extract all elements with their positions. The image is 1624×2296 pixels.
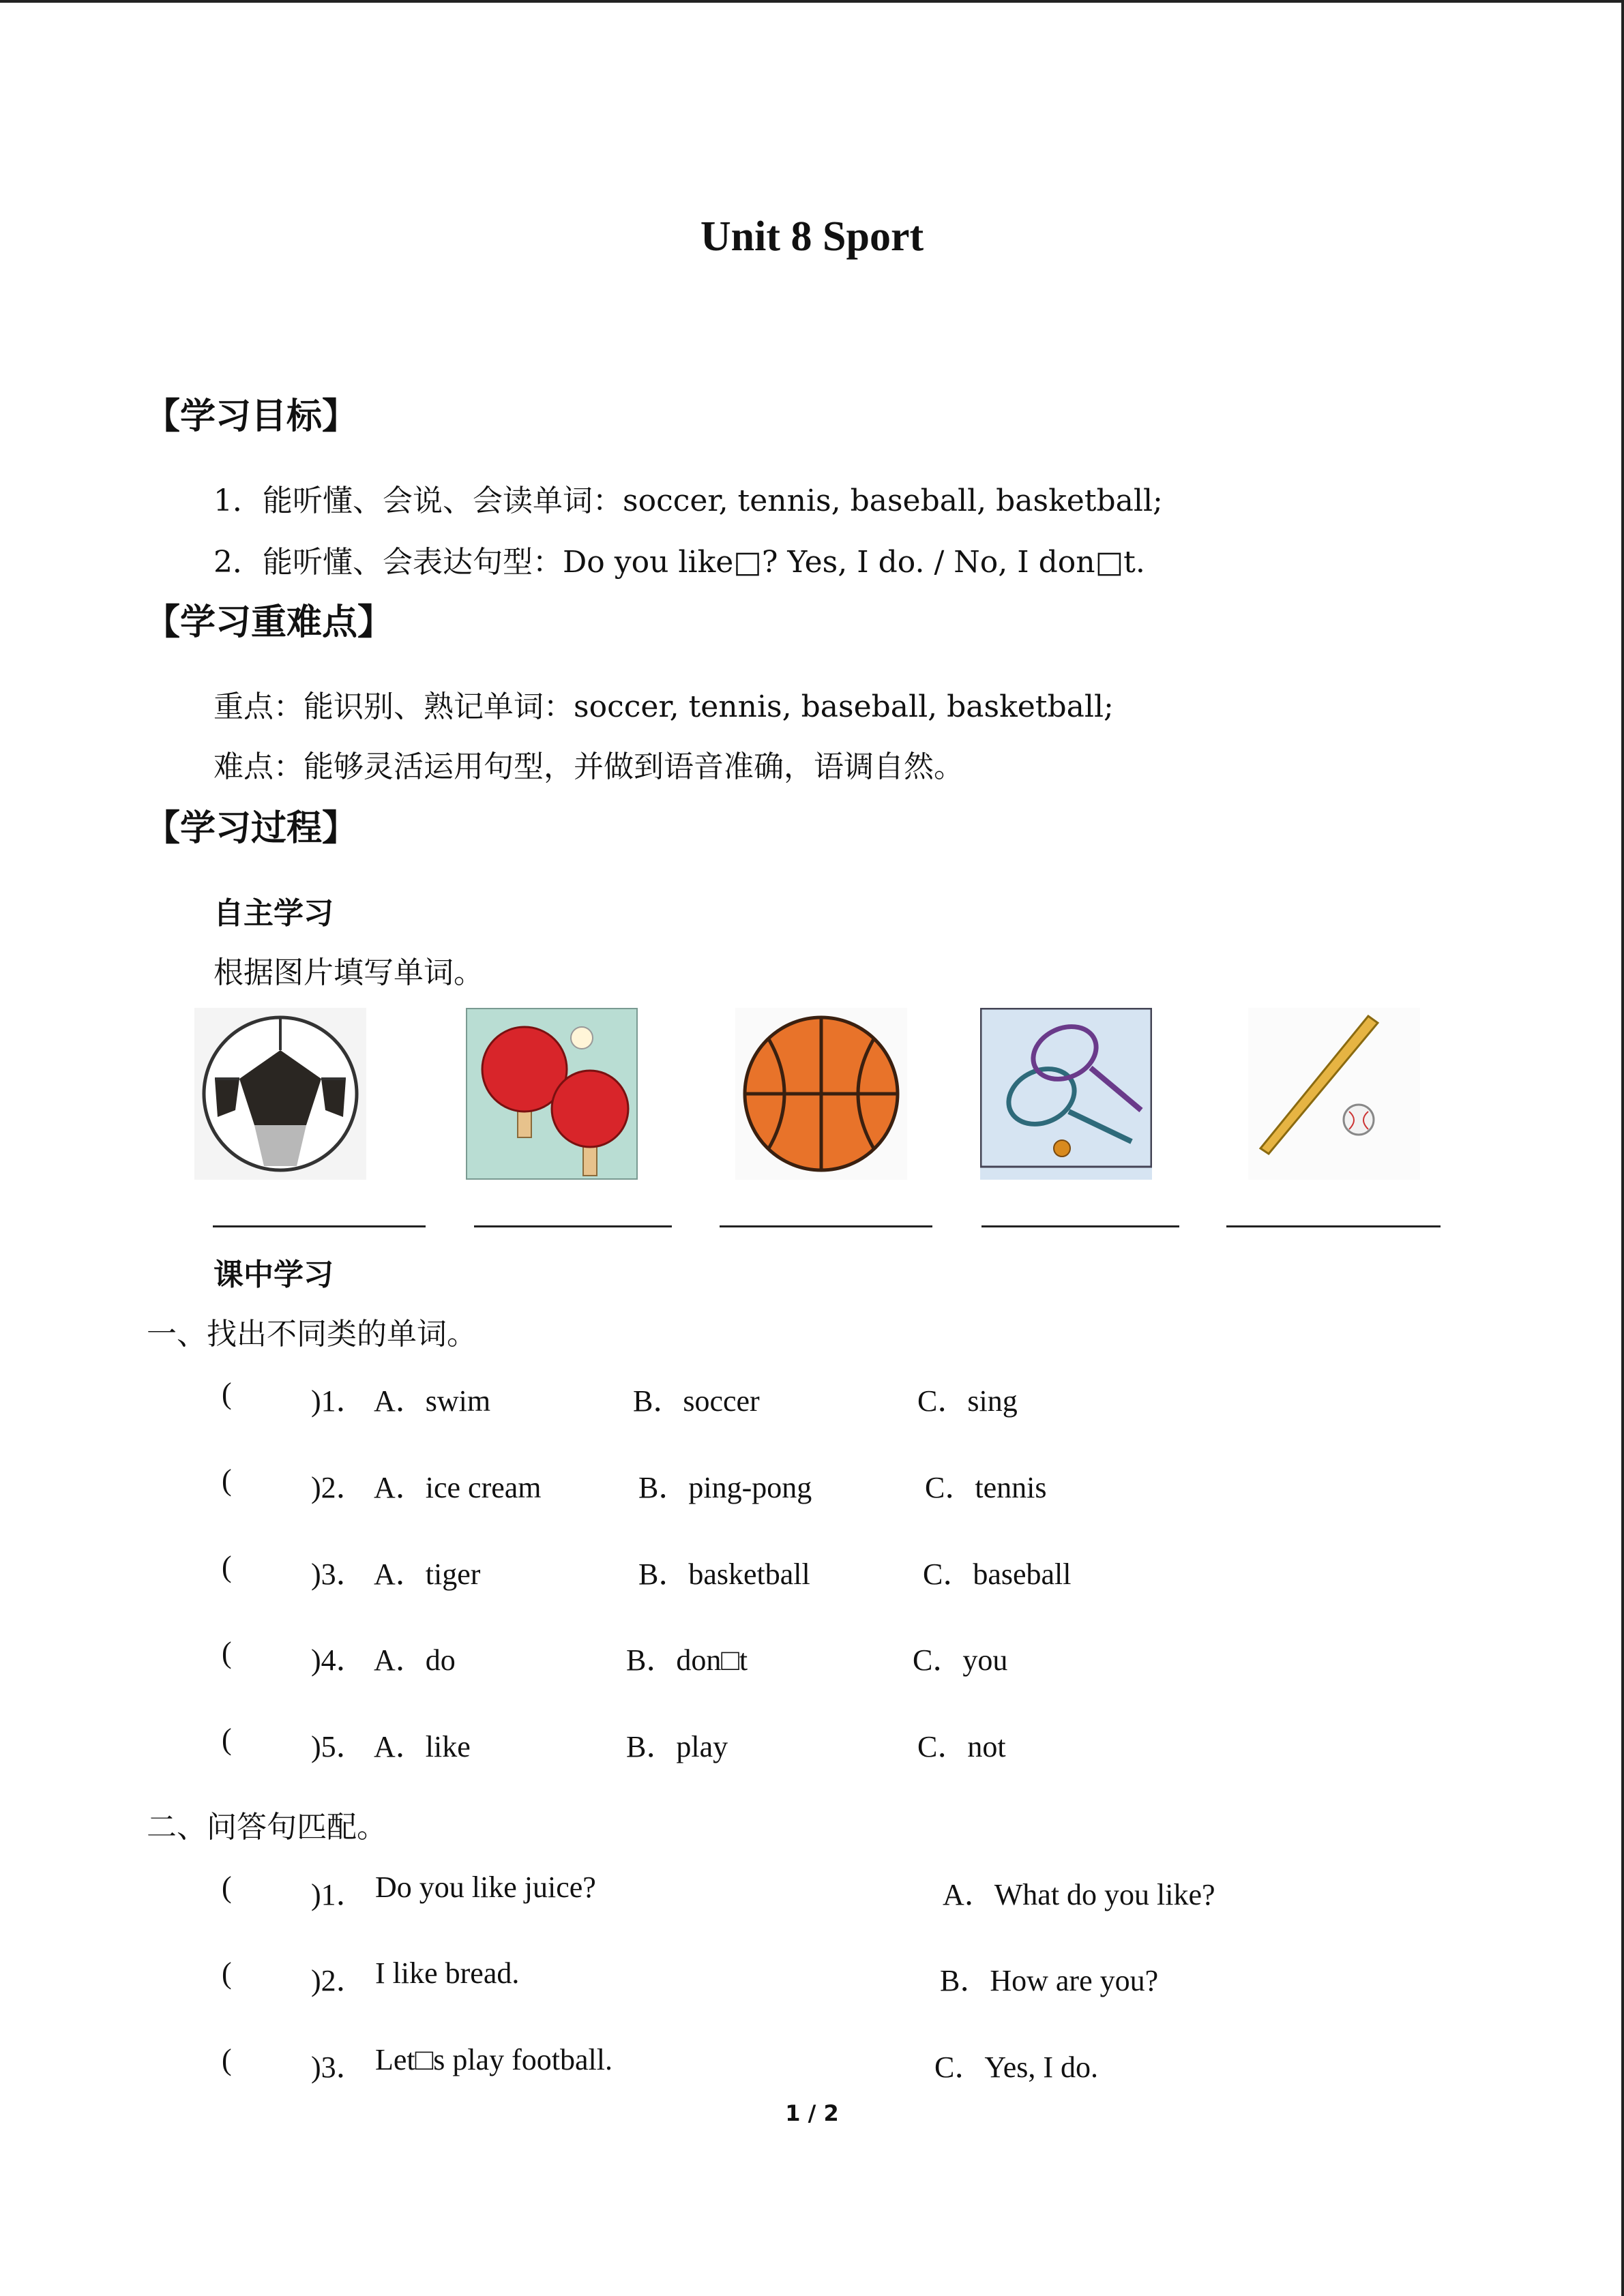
- option-b: B．basketball: [638, 1557, 810, 1591]
- answer-blank-5[interactable]: [1226, 1225, 1441, 1227]
- option-c: C．tennis: [925, 1471, 1047, 1504]
- option-c: C．you: [913, 1643, 1008, 1677]
- page-right-border: [1621, 0, 1624, 2296]
- tennis-rackets-picture: [980, 1008, 1152, 1180]
- answer-paren[interactable]: (: [222, 1870, 232, 1904]
- answer-blank-1[interactable]: [213, 1225, 426, 1227]
- question-number: )4．: [311, 1643, 366, 1677]
- answer-option: A．What do you like?: [943, 1878, 1215, 1911]
- question-number: )2．: [311, 1964, 366, 1997]
- key-point-item-1: 重点：能识别、熟记单词：soccer, tennis, baseball, basketball;: [213, 689, 1114, 724]
- basketball-picture: [735, 1008, 907, 1180]
- option-a: A．do: [374, 1643, 456, 1677]
- baseball-bat-picture: [1248, 1008, 1420, 1180]
- self-study-label: 自主学习: [213, 896, 334, 931]
- option-b: B．play: [626, 1730, 728, 1763]
- part1-title: 一、找出不同类的单词。: [147, 1317, 477, 1352]
- option-c: C．not: [917, 1730, 1006, 1763]
- goal-item-2: 2．能听懂、会表达句型：Do you like□? Yes, I do. / No, I don□t.: [213, 545, 1145, 580]
- answer-blank-2[interactable]: [474, 1225, 672, 1227]
- question-number: )5．: [311, 1730, 366, 1763]
- answer-paren[interactable]: (: [222, 1956, 232, 1990]
- option-b: B．ping-pong: [638, 1471, 812, 1504]
- answer-blank-4[interactable]: [981, 1225, 1179, 1227]
- option-a: A．tiger: [374, 1557, 481, 1591]
- question-number: )3．: [311, 2051, 366, 2084]
- answer-paren[interactable]: (: [222, 1636, 232, 1669]
- question-text: Let□s play football.: [375, 2043, 612, 2076]
- question-number: )1．: [311, 1384, 366, 1418]
- section-heading-goals: 【学习目标】: [145, 396, 358, 437]
- answer-option: B．How are you?: [940, 1964, 1159, 1997]
- page-number: 1 / 2: [785, 2100, 839, 2126]
- self-study-instruction: 根据图片填写单词。: [213, 955, 484, 990]
- option-a: A．swim: [374, 1384, 491, 1418]
- goal-item-1: 1．能听懂、会说、会读单词：soccer, tennis, baseball, basketball;: [213, 483, 1163, 518]
- answer-paren[interactable]: (: [222, 1463, 232, 1497]
- page-title: Unit 8 Sport: [700, 213, 924, 260]
- page-top-border: [0, 0, 1624, 3]
- option-c: C．sing: [917, 1384, 1018, 1418]
- option-c: C．baseball: [923, 1557, 1072, 1591]
- in-class-label: 课中学习: [213, 1257, 334, 1292]
- question-text: I like bread.: [375, 1956, 520, 1990]
- answer-option: C．Yes, I do.: [934, 2051, 1099, 2084]
- answer-blank-3[interactable]: [720, 1225, 932, 1227]
- soccer-ball-picture: [194, 1008, 366, 1180]
- key-point-item-2: 难点：能够灵活运用句型，并做到语音准确，语调自然。: [213, 749, 964, 784]
- option-b: B．soccer: [633, 1384, 760, 1418]
- part2-title: 二、问答句匹配。: [147, 1810, 387, 1845]
- answer-paren[interactable]: (: [222, 1550, 232, 1583]
- answer-paren[interactable]: (: [222, 1723, 232, 1756]
- ping-pong-paddles-picture: [466, 1008, 638, 1180]
- question-number: )3．: [311, 1557, 366, 1591]
- option-b: B．don□t: [626, 1643, 748, 1677]
- question-number: )1．: [311, 1878, 366, 1911]
- answer-paren[interactable]: (: [222, 2043, 232, 2076]
- section-heading-process: 【学习过程】: [145, 808, 358, 849]
- answer-paren[interactable]: (: [222, 1377, 232, 1410]
- question-text: Do you like juice?: [375, 1870, 596, 1904]
- section-heading-key-points: 【学习重难点】: [145, 602, 394, 643]
- question-number: )2．: [311, 1471, 366, 1504]
- option-a: A．ice cream: [374, 1471, 542, 1504]
- option-a: A．like: [374, 1730, 471, 1763]
